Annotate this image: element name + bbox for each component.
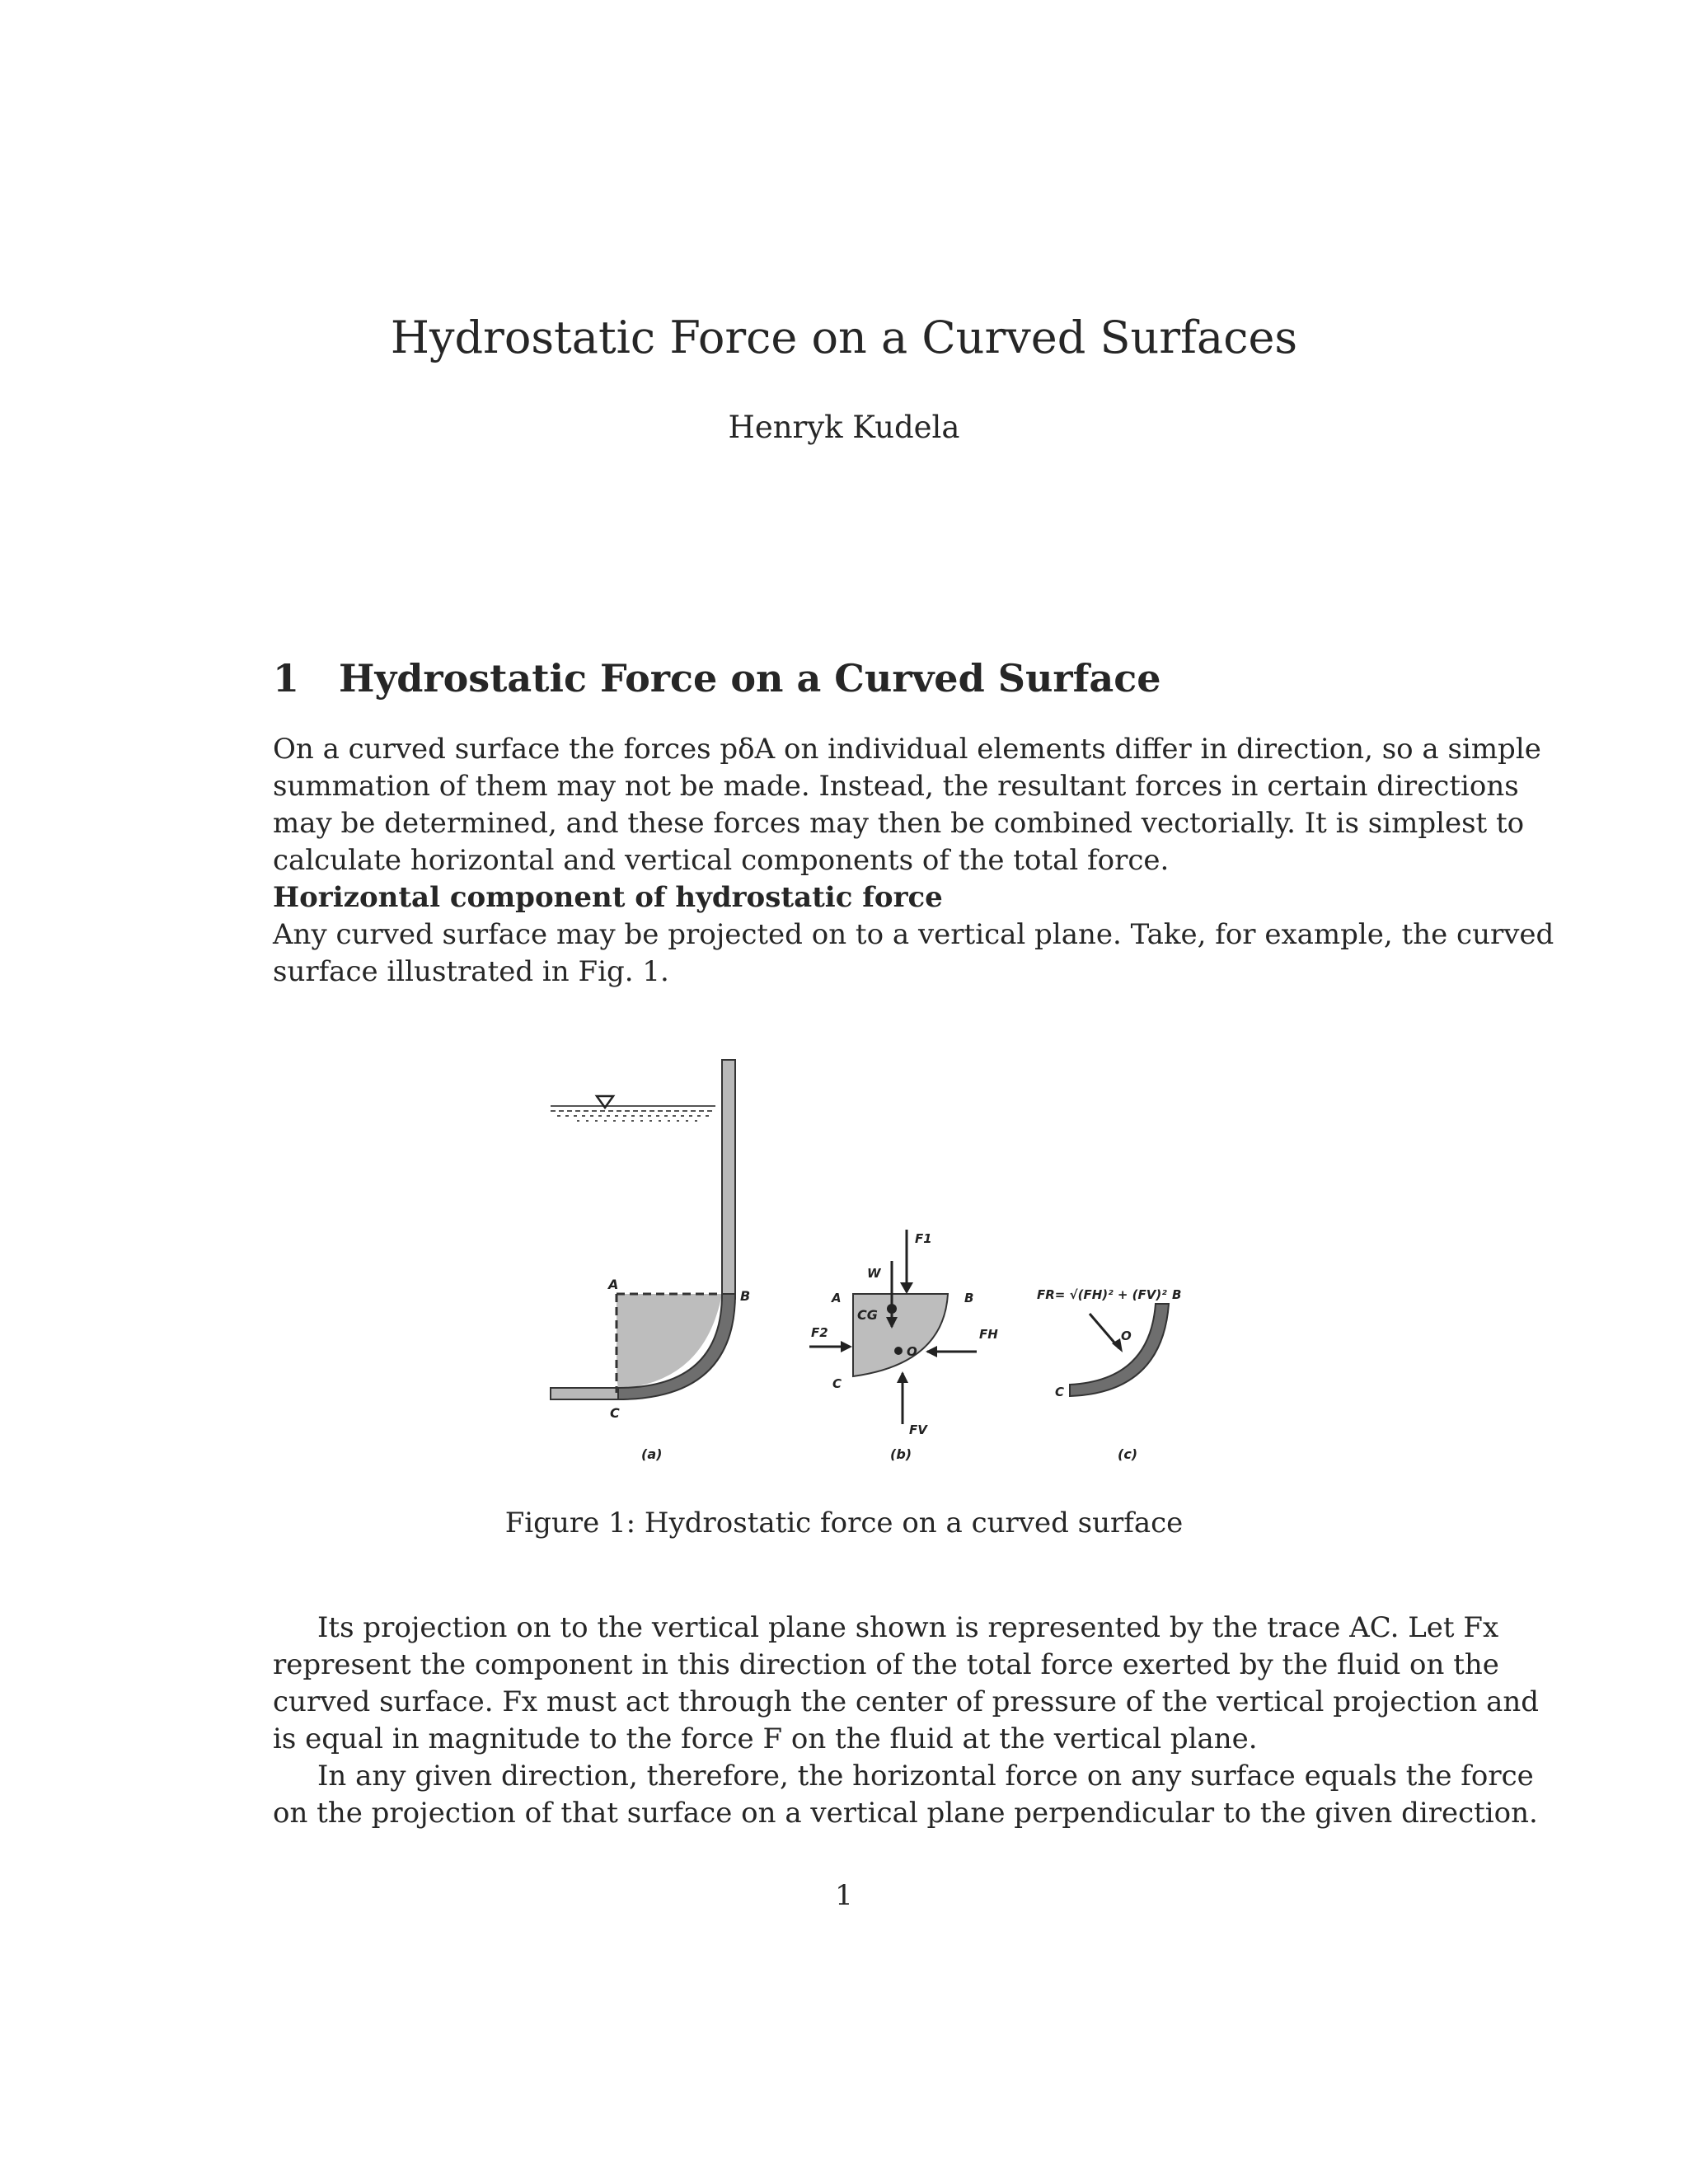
label-a-B: B <box>740 1288 751 1304</box>
figure-caption: Figure 1: Hydrostatic force on a curved surface <box>504 1507 1184 1540</box>
label-b-FV: FV <box>909 1422 927 1437</box>
water-surface <box>551 1106 715 1121</box>
wall-bottom <box>551 1388 618 1399</box>
fluid-region-a <box>617 1294 722 1389</box>
panel-b <box>809 1230 998 1462</box>
fluid-block-b <box>853 1294 948 1376</box>
subheading: Horizontal component of hydrostatic force <box>273 881 943 914</box>
wall-vertical <box>722 1060 735 1299</box>
text-line: curved surface. Fx must act through the center of pressure of the vertical projection and <box>273 1685 1540 1718</box>
text-line: Its projection on to the vertical plane shown is represented by the trace AC. Let Fx <box>317 1611 1499 1644</box>
panel-c <box>1037 1287 1181 1462</box>
label-b-CG: CG <box>857 1307 878 1323</box>
panel-a <box>551 1060 750 1462</box>
o-point <box>894 1347 903 1355</box>
text-line: surface illustrated in Fig. 1. <box>273 955 669 988</box>
label-a-A: A <box>608 1277 619 1292</box>
label-b-F2: F2 <box>811 1325 828 1340</box>
label-b-C: C <box>832 1376 842 1391</box>
paragraph-intro <box>273 731 1554 991</box>
section-number: 1 <box>273 656 300 701</box>
sublabel-c: (c) <box>1118 1446 1138 1462</box>
sublabel-b: (b) <box>890 1446 912 1462</box>
label-b-W: W <box>867 1266 881 1281</box>
text-line: on the projection of that surface on a vertical plane perpendicular to the given direction. <box>273 1797 1538 1830</box>
text-line: On a curved surface the forces pδA on individual elements differ in direction, so a simple <box>273 733 1541 766</box>
label-a-C: C <box>610 1405 620 1421</box>
text-line: Any curved surface may be projected on to a vertical plane. Take, for example, the curved <box>273 918 1554 951</box>
sublabel-a: (a) <box>641 1446 663 1462</box>
page-number: 1 <box>835 1879 853 1912</box>
section-heading <box>273 656 1161 701</box>
text-line: is equal in magnitude to the force F on the fluid at the vertical plane. <box>273 1722 1258 1755</box>
label-b-B: B <box>964 1291 974 1305</box>
text-line: may be determined, and these forces may then be combined vectorially. It is simplest to <box>273 807 1525 840</box>
label-b-FH: FH <box>979 1327 998 1342</box>
text-line: summation of them may not be made. Instead, the resultant forces in certain directions <box>273 770 1519 803</box>
section-title: Hydrostatic Force on a Curved Surface <box>339 656 1161 701</box>
label-b-A: A <box>832 1291 842 1305</box>
cg-point <box>887 1304 897 1314</box>
author: Henryk Kudela <box>728 410 960 445</box>
curved-wall-c <box>1070 1304 1169 1396</box>
text-line: represent the component in this direction of the total force exerted by the fluid on the <box>273 1648 1499 1681</box>
label-c-O: O <box>1121 1329 1132 1343</box>
paragraph-projection <box>273 1610 1540 1832</box>
label-c-B: B <box>1172 1287 1182 1302</box>
label-b-O: O <box>907 1344 917 1359</box>
text-line: calculate horizontal and vertical components of the total force. <box>273 844 1170 877</box>
figure-curved-surface <box>528 1047 1220 1475</box>
label-c-C: C <box>1055 1385 1065 1399</box>
document-title: Hydrostatic Force on a Curved Surfaces <box>390 312 1298 363</box>
text-line: In any given direction, therefore, the horizontal force on any surface equals the force <box>317 1760 1534 1793</box>
label-b-F1: F1 <box>915 1231 932 1246</box>
label-c-FR: FR= √(FH)² + (FV)² <box>1037 1287 1167 1302</box>
